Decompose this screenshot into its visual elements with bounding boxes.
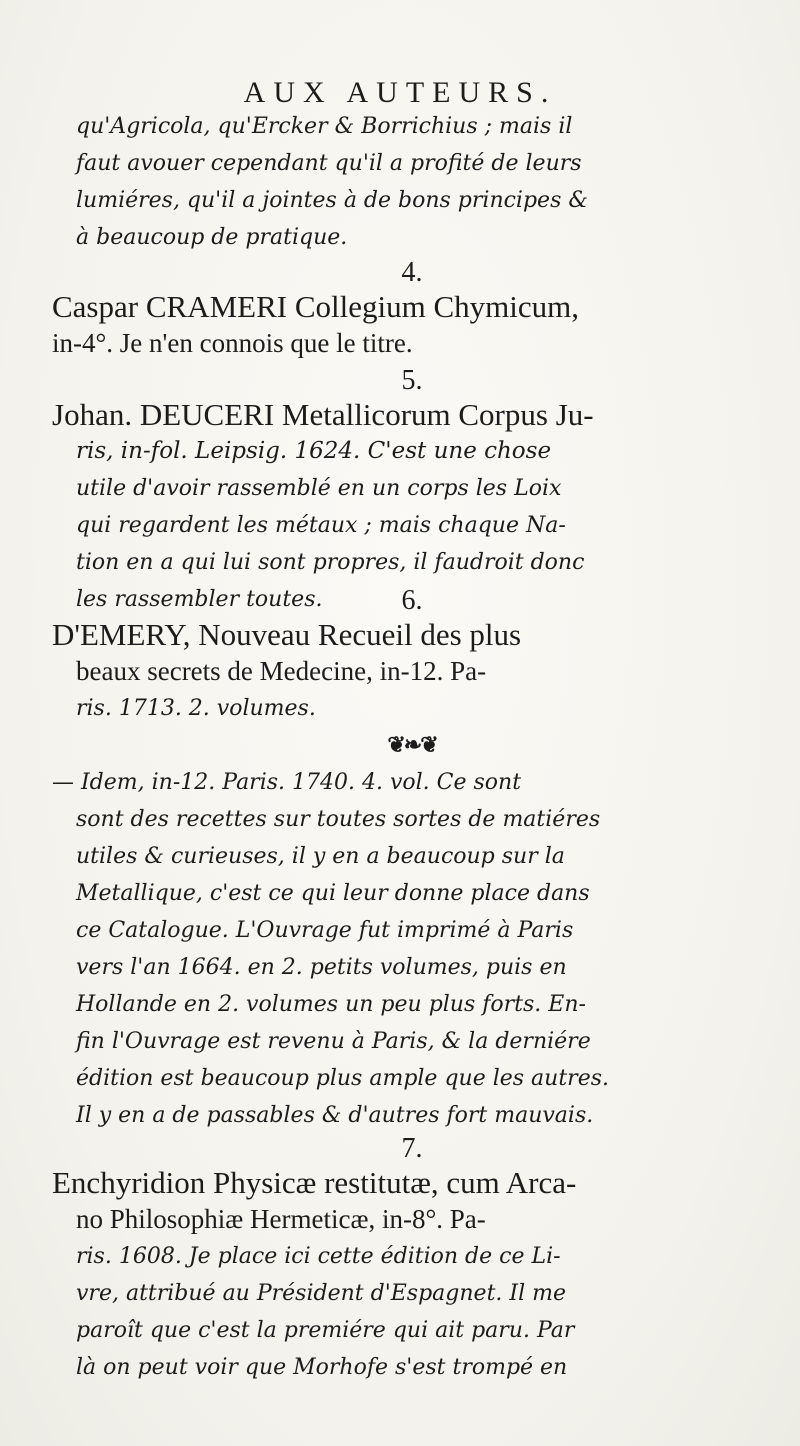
text-line: no Philosophiæ Hermeticæ, in-8°. Pa- — [76, 1204, 486, 1234]
text-line: édition est beaucoup plus ample que les autres. — [76, 1066, 609, 1091]
running-header: AUX AUTEURS. — [243, 76, 557, 109]
text-line: tion en a qui lui sont propres, il faudroit donc — [76, 550, 585, 575]
text-line: Metallique, c'est ce qui leur donne place dans — [76, 881, 590, 906]
entry-7 — [52, 1134, 772, 1386]
text-line: Caspar CRAMERI Collegium Chymicum, — [52, 289, 579, 324]
text-line: Il y en a de passables & d'autres fort mauvais. — [76, 1103, 594, 1128]
text-line: beaux secrets de Medecine, in-12. Pa- — [76, 656, 487, 686]
entry-number: 4. — [401, 257, 423, 288]
text-line: Enchyridion Physicæ restitutæ, cum Arca- — [52, 1165, 577, 1200]
text-line: Johan. DEUCERI Metallicorum Corpus Ju- — [52, 397, 594, 432]
text-line: — Idem, in-12. Paris. 1740. 4. vol. Ce sont — [52, 770, 522, 795]
text-line: à beaucoup de pratique. — [76, 225, 348, 250]
entry-4 — [52, 258, 772, 362]
text-line: ce Catalogue. L'Ouvrage fut imprimé à Paris — [76, 918, 574, 943]
text-line: vre, attribué au Président d'Espagnet. Il me — [76, 1281, 566, 1306]
text-line: qui regardent les métaux ; mais chaque Na- — [76, 513, 566, 538]
text-line: ris. 1713. 2. volumes. — [76, 696, 316, 721]
entry-6-idem — [52, 764, 772, 1134]
entry-6 — [52, 586, 772, 763]
text-line: les rassembler toutes. — [76, 587, 323, 612]
text-line: D'EMERY, Nouveau Recueil des plus — [52, 617, 522, 652]
text-line: in-4°. Je n'en connois que le titre. — [52, 328, 413, 358]
text-line: fin l'Ouvrage est revenu à Paris, & la derniére — [76, 1029, 591, 1054]
text-line: paroît que c'est la premiére qui ait paru. Par — [76, 1318, 575, 1343]
paragraph-continued — [52, 108, 772, 256]
text-line: utile d'avoir rassemblé en un corps les Loix — [76, 476, 562, 501]
text-line: ris. 1608. Je place ici cette édition de ce Li- — [76, 1244, 561, 1269]
text-line: lumiéres, qu'il a jointes à de bons principes & — [76, 188, 588, 213]
text-line: là on peut voir que Morhofe s'est trompé en — [76, 1355, 568, 1380]
entry-number: 6. — [401, 585, 423, 616]
text-line: utiles & curieuses, il y en a beaucoup sur la — [76, 844, 565, 869]
text-line: qu'Agricola, qu'Ercker & Borrichius ; mais il — [76, 114, 573, 139]
entry-number: 5. — [401, 365, 423, 396]
ornament-divider: ❦❧❦ — [387, 732, 437, 758]
entry-5 — [52, 366, 772, 618]
text-line: vers l'an 1664. en 2. petits volumes, puis en — [76, 955, 567, 980]
text-line: ris, in-fol. Leipsig. 1624. C'est une chose — [76, 438, 552, 464]
text-line: Hollande en 2. volumes un peu plus forts. En- — [76, 992, 586, 1017]
entry-number: 7. — [401, 1133, 423, 1164]
text-line: sont des recettes sur toutes sortes de matiéres — [76, 807, 601, 832]
text-line: faut avouer cependant qu'il a profité de leurs — [76, 151, 582, 176]
